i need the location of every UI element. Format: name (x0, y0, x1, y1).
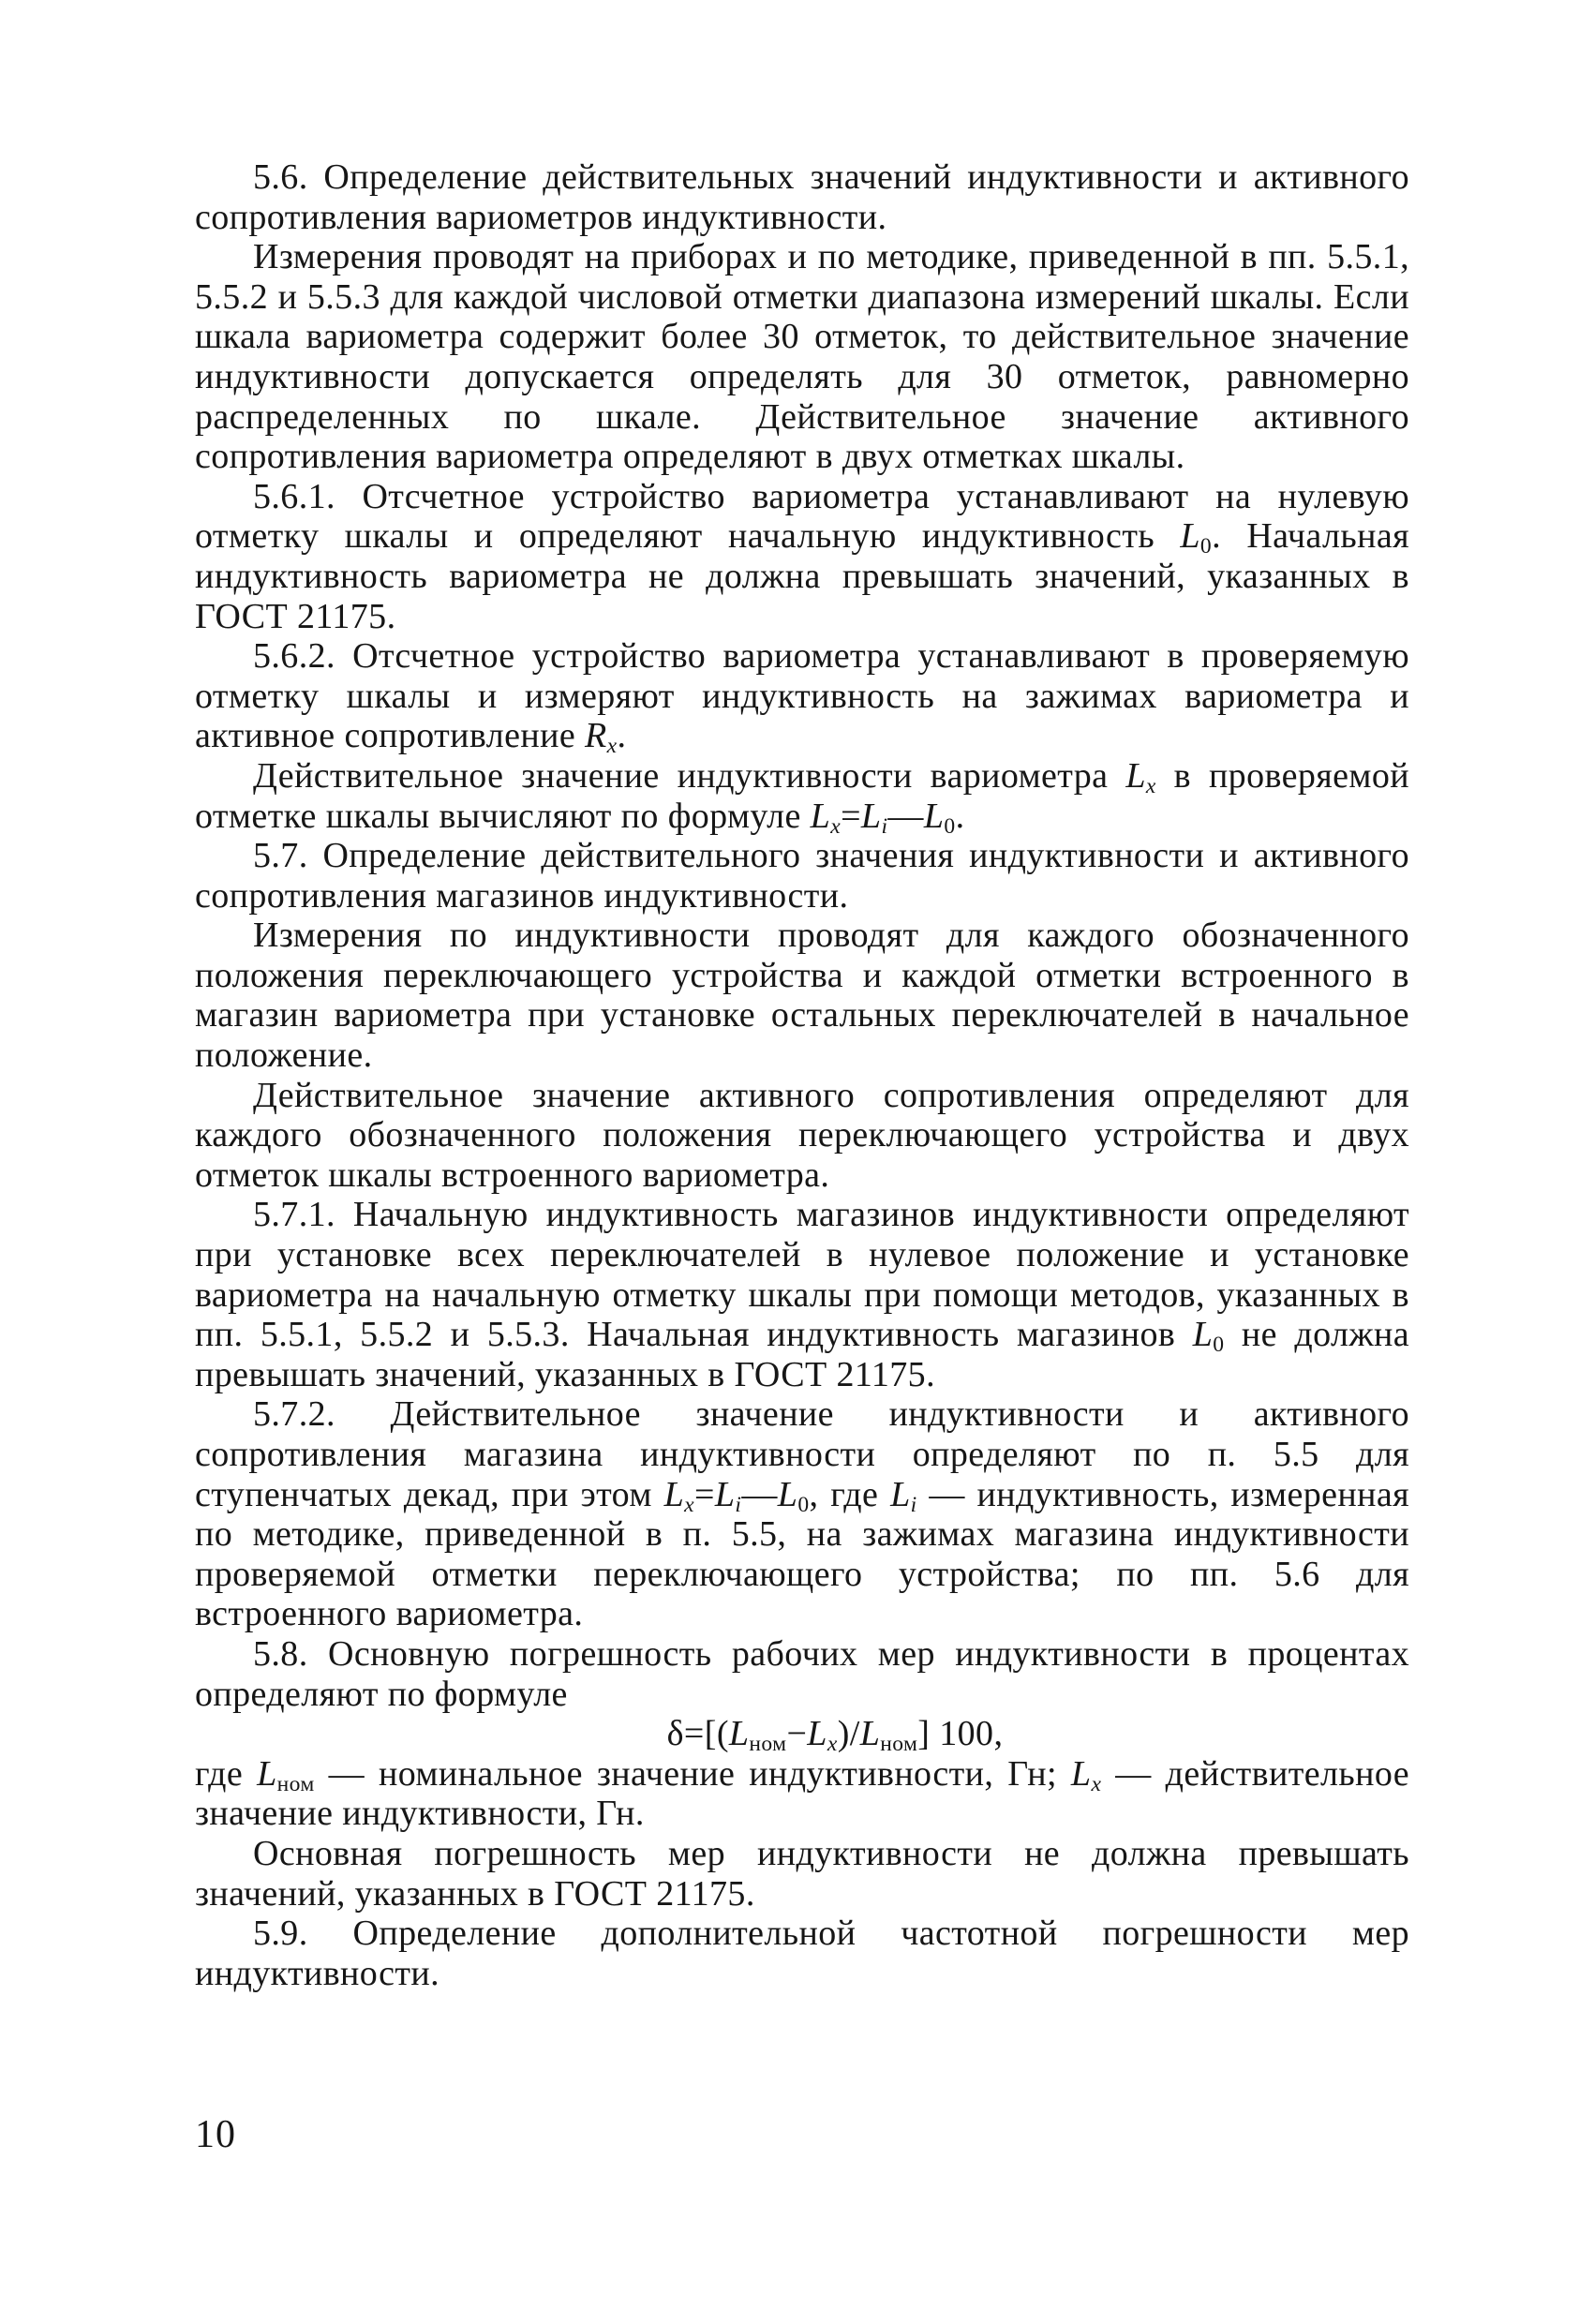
paragraph (195, 1914, 1409, 1993)
paragraph (195, 157, 1409, 237)
body-text (195, 157, 1409, 1993)
subscript: x (1091, 1771, 1102, 1796)
text-run: — индуктивность, измеренная по методике, приведенной в п. 5.5, на зажимах магазина индуктивности проверяемой отметки переключающего устройства; по пп. 5.6 для встроенного вариометра. (195, 1474, 1409, 1634)
text-run: 5.6. Определение действительных значений индуктивности и активного сопротивления вариометров индуктивности. (195, 157, 1409, 237)
text-run: — (741, 1474, 778, 1514)
text-run: 5.8. Основную погрешность рабочих мер индуктивности в процентах определяют по формуле (195, 1633, 1409, 1714)
math-symbol: L (1192, 1315, 1214, 1355)
math-symbol: L (807, 1714, 827, 1754)
text-run: 5.7. Определение действительного значения индуктивности и активного сопротивления магазинов индуктивности. (195, 836, 1409, 916)
formula (195, 1714, 1409, 1757)
paragraph (195, 1834, 1409, 1914)
subscript: x (827, 1732, 838, 1757)
text-run: 5.7.2. Действительное значение индуктивности и активного сопротивления магазина индуктивности определяют по п. 5.5 для ступенчатых декад, при этом (195, 1394, 1409, 1514)
text-run: − (786, 1714, 808, 1754)
subscript: x (1145, 773, 1156, 798)
page-number: 10 (195, 2113, 236, 2156)
math-symbol: L (810, 796, 831, 836)
text-run: 5.7.1. Начальную индуктивность магазинов индуктивности определяют при установке всех переключателей в нулевое положение и установке вариометра на начальную отметку шкалы при помощи методов, указанных в пп. 5.5.1, 5.5.2 и 5.5.3. Начальная индуктивность магазинов (195, 1195, 1409, 1355)
subscript: x (684, 1492, 695, 1517)
text-run: . Начальная индуктивность вариометра не должна превышать значений, указанных в ГОСТ 21175. (195, 516, 1409, 636)
paragraph (195, 836, 1409, 916)
paragraph (195, 477, 1409, 636)
text-run: где (195, 1753, 258, 1794)
subscript: ном (880, 1732, 918, 1757)
subscript: i (735, 1492, 742, 1517)
text-run: ] 100, (917, 1714, 1004, 1754)
text-run: Измерения проводят на приборах и по методике, приведенной в пп. 5.5.1, 5.5.2 и 5.5.3 для каждой числовой отметки диапазона измерений шкалы. Если шкала вариометра содержит более 30 отметок, то действительное значение индуктивности допускается определять для 30 отметок, равномерно распределенных по шкале. Действительное значение активного сопротивления вариометра определяют в двух отметках шкалы. (195, 237, 1409, 477)
text-run: = (841, 796, 861, 836)
math-symbol: L (1180, 516, 1200, 557)
math-symbol: L (728, 1714, 750, 1754)
text-run: Действительное значение индуктивности вариометра (253, 755, 1126, 796)
subscript: i (881, 813, 888, 839)
paragraph (195, 636, 1409, 759)
subscript: ном (749, 1732, 787, 1757)
subscript: 0 (1199, 534, 1213, 559)
text-run: )/ (837, 1714, 860, 1754)
subscript: i (910, 1492, 917, 1517)
paragraph (195, 1394, 1409, 1634)
text-run: Основная погрешность мер индуктивности не должна превышать значений, указанных в ГОСТ 21175. (195, 1833, 1409, 1914)
text-run: в проверяемой отметке шкалы вычисляют по формуле (195, 755, 1409, 836)
math-symbol: R (585, 716, 607, 756)
text-run: — действительное значение индуктивности, Гн. (195, 1753, 1409, 1834)
paragraph (195, 1195, 1409, 1394)
subscript: x (830, 813, 842, 839)
paragraph (195, 1076, 1409, 1196)
paragraph (195, 1754, 1409, 1834)
subscript: 0 (1213, 1333, 1225, 1358)
subscript: ном (276, 1771, 315, 1796)
text-run: — номинальное значение индуктивности, Гн; (314, 1753, 1071, 1794)
math-symbol: L (663, 1474, 685, 1514)
paragraph (195, 1634, 1409, 1714)
math-symbol: L (777, 1474, 798, 1514)
math-symbol: L (923, 796, 945, 836)
text-run: Действительное значение активного сопротивления определяют для каждого обозначенного положения переключающего устройства и двух отметок шкалы встроенного вариометра. (195, 1075, 1409, 1195)
subscript: x (606, 734, 618, 759)
text-run: δ=[( (666, 1714, 729, 1754)
text-run: Измерения по индуктивности проводят для каждого обозначенного положения переключающего устройства и каждой отметки встроенного в магазин вариометра при установке остальных переключателей в начальное положение. (195, 916, 1409, 1076)
paragraph (195, 916, 1409, 1075)
paragraph (195, 755, 1409, 839)
math-symbol: L (859, 1714, 881, 1754)
text-run: — (887, 796, 924, 836)
math-symbol: L (257, 1753, 277, 1794)
text-run: не должна превышать значений, указанных в ГОСТ 21175. (195, 1315, 1409, 1394)
math-symbol: L (890, 1474, 911, 1514)
text-run: 5.6.1. Отсчетное устройство вариометра устанавливают на нулевую отметку шкалы и определяют начальную индуктивность (195, 476, 1409, 557)
math-symbol: L (1070, 1753, 1092, 1794)
math-symbol: L (714, 1474, 736, 1514)
text-run: 5.9. Определение дополнительной частотной погрешности мер индуктивности. (195, 1914, 1409, 1993)
math-symbol: L (860, 796, 882, 836)
text-run: 5.6.2. Отсчетное устройство вариометра устанавливают в проверяемую отметку шкалы и измеряют индуктивность на зажимах вариометра и активное сопротивление (195, 636, 1409, 756)
subscript: 0 (797, 1492, 810, 1517)
text-run: = (694, 1474, 715, 1514)
text-run: . (955, 796, 965, 836)
subscript: 0 (944, 813, 956, 839)
text-run: , где (809, 1474, 891, 1514)
math-symbol: L (1125, 755, 1146, 796)
text-run: . (617, 716, 627, 756)
paragraph (195, 237, 1409, 477)
